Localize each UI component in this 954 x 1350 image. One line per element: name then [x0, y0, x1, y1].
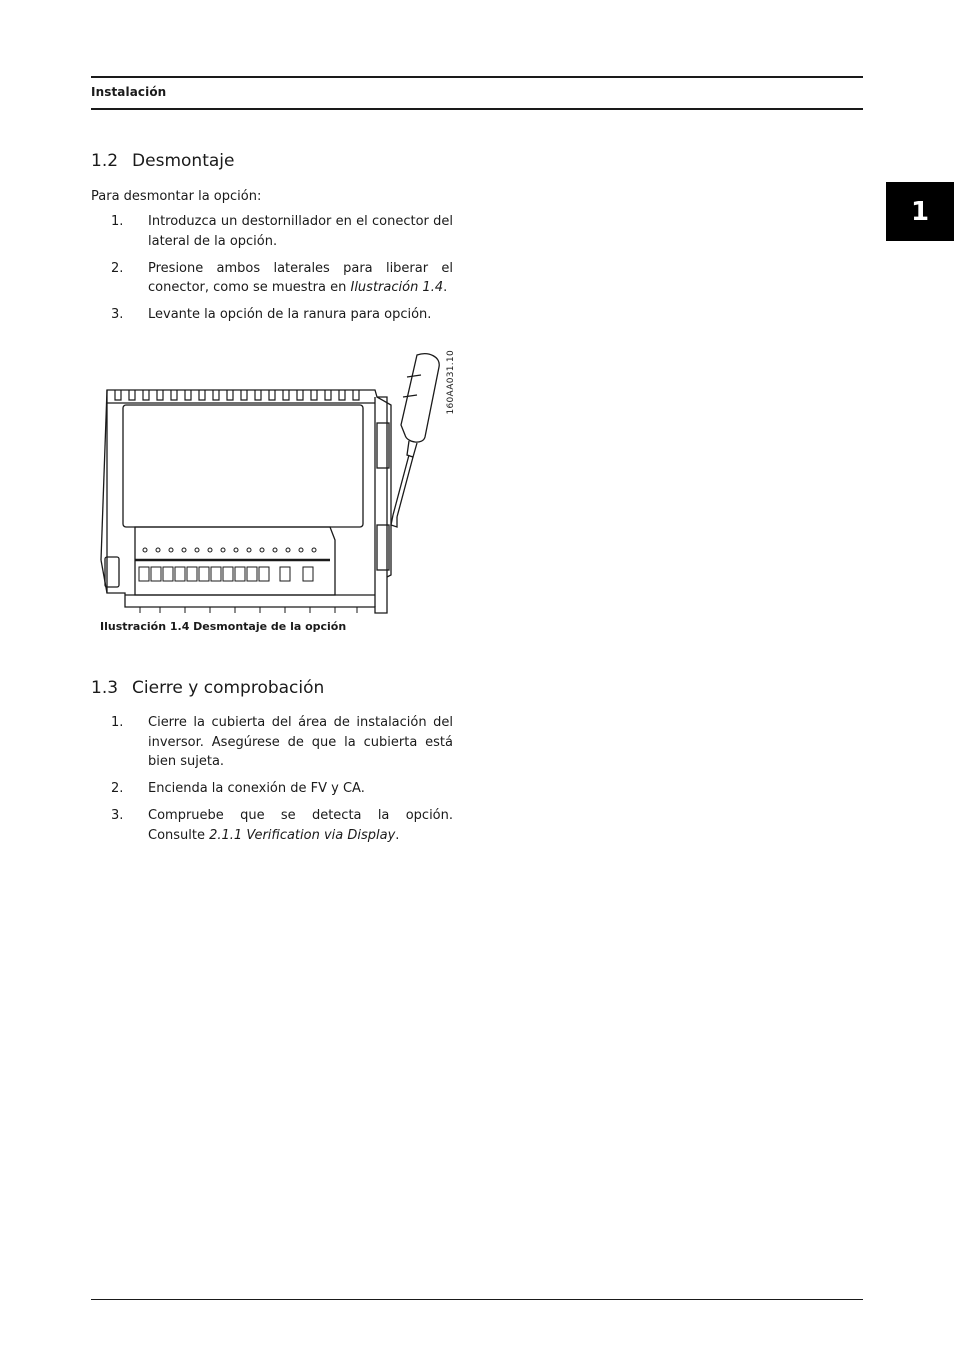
step-number: 3. [111, 808, 124, 823]
figure-code: 160AA031.10 [446, 350, 456, 415]
step-text: Introduzca un destornillador en el conector del lateral de la opción. [148, 214, 453, 249]
step-number: 2. [111, 781, 124, 796]
step-text: Levante la opción de la ranura para opción. [148, 307, 432, 322]
screwdriver-icon [391, 354, 439, 527]
step-number: 3. [111, 307, 124, 322]
section-heading-desmontaje [91, 151, 234, 171]
list-item [91, 806, 453, 845]
list-item [91, 259, 453, 298]
section-reference-link[interactable]: 2.1.1 Verification via Display [209, 827, 396, 843]
list-item [91, 305, 453, 325]
footer-rule [91, 1299, 863, 1300]
removal-steps-list [91, 212, 453, 332]
step-number: 1. [111, 214, 124, 229]
option-removal-illustration [95, 345, 465, 620]
section-title: Desmontaje [132, 151, 235, 171]
step-text: Presione ambos laterales para liberar el conector, como se muestra en Ilustración 1.4. [148, 260, 453, 295]
bottom-feet [140, 607, 357, 613]
running-header: Instalación [91, 85, 167, 99]
intro-paragraph: Para desmontar la opción: [91, 189, 262, 204]
chapter-tab: 1 [886, 182, 954, 241]
section-number: 1.3 [91, 678, 119, 698]
step-number: 2. [111, 260, 124, 276]
step-text: Compruebe que se detecta la opción. Consulte 2.1.1 Verification via Display. [148, 808, 453, 843]
header-bottom-rule [91, 108, 863, 110]
section-heading-cierre [91, 678, 324, 698]
terminal-blocks [139, 567, 313, 581]
top-vents [115, 390, 359, 400]
terminal-screws [143, 548, 316, 552]
step-text: Encienda la conexión de FV y CA. [148, 781, 365, 796]
list-item [91, 779, 453, 799]
list-item [91, 713, 453, 772]
section-number: 1.2 [91, 151, 119, 171]
list-item [91, 212, 453, 251]
step-number: 1. [111, 715, 124, 730]
section-title: Cierre y comprobación [132, 678, 325, 698]
header-top-rule [91, 76, 863, 78]
figure-reference-link[interactable]: Ilustración 1.4 [350, 280, 444, 295]
closing-steps-list [91, 713, 453, 853]
figure-caption: Ilustración 1.4 Desmontaje de la opción [100, 620, 347, 633]
step-text: Cierre la cubierta del área de instalación del inversor. Asegúrese de que la cubierta está bien sujeta. [148, 715, 453, 769]
